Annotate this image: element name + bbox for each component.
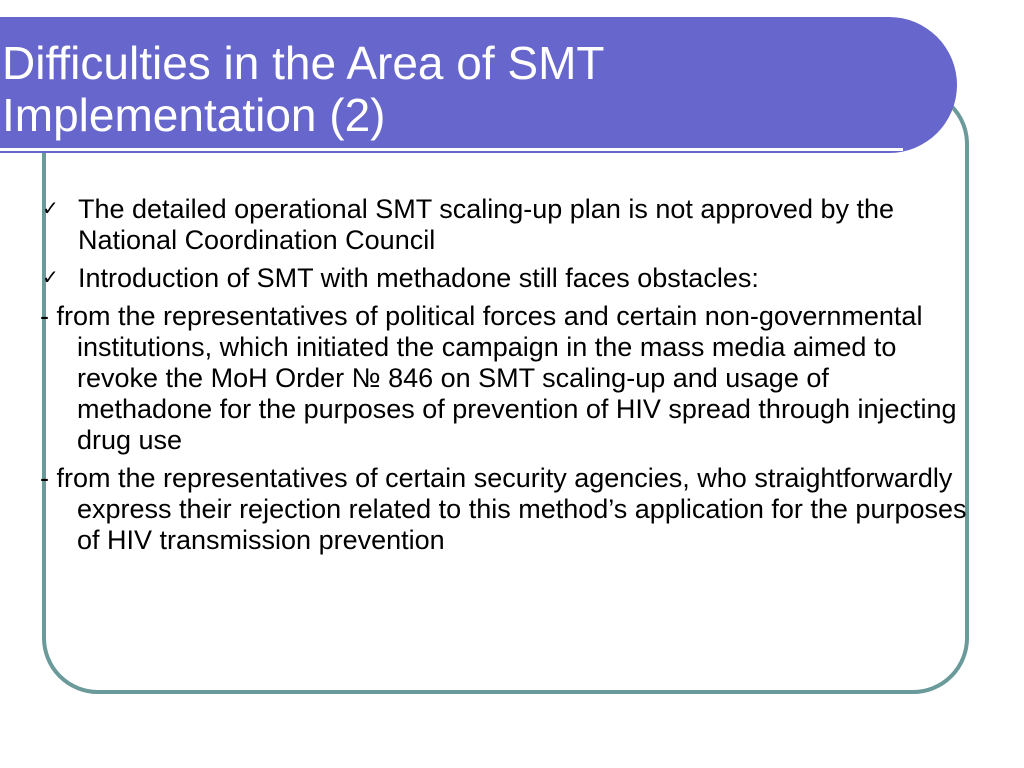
slide-title-line-2: Implementation (2): [2, 89, 386, 141]
bullet-item: [40, 263, 970, 294]
bullet-text: Introduction of SMT with methadone still faces obstacles:: [78, 263, 759, 293]
check-icon: ✓: [42, 267, 59, 289]
bullet-item: [40, 194, 970, 256]
slide-title-line-1: Difficulties in the Area of SMT: [2, 37, 605, 89]
sub-item: - from the representatives of political forces and certain non-governmental institutions, which initiated the campaign in the mass media aimed to revoke the MoH Order № 846 on SMT scaling-up and usage of methadone for the purposes of prevention of HIV spread through injecting drug use: [40, 301, 957, 455]
slide-title: [2, 37, 902, 141]
bullet-text: The detailed operational SMT scaling-up plan is not approved by the National Coordination Council: [78, 194, 895, 255]
slide-body: [40, 194, 970, 563]
title-underline: [0, 148, 903, 151]
title-banner: [0, 17, 957, 153]
check-icon: ✓: [42, 198, 59, 220]
sub-item: - from the representatives of certain security agencies, who straightforwardly express their rejection related to this method’s application for the purposes of HIV transmission prevention: [40, 463, 967, 555]
